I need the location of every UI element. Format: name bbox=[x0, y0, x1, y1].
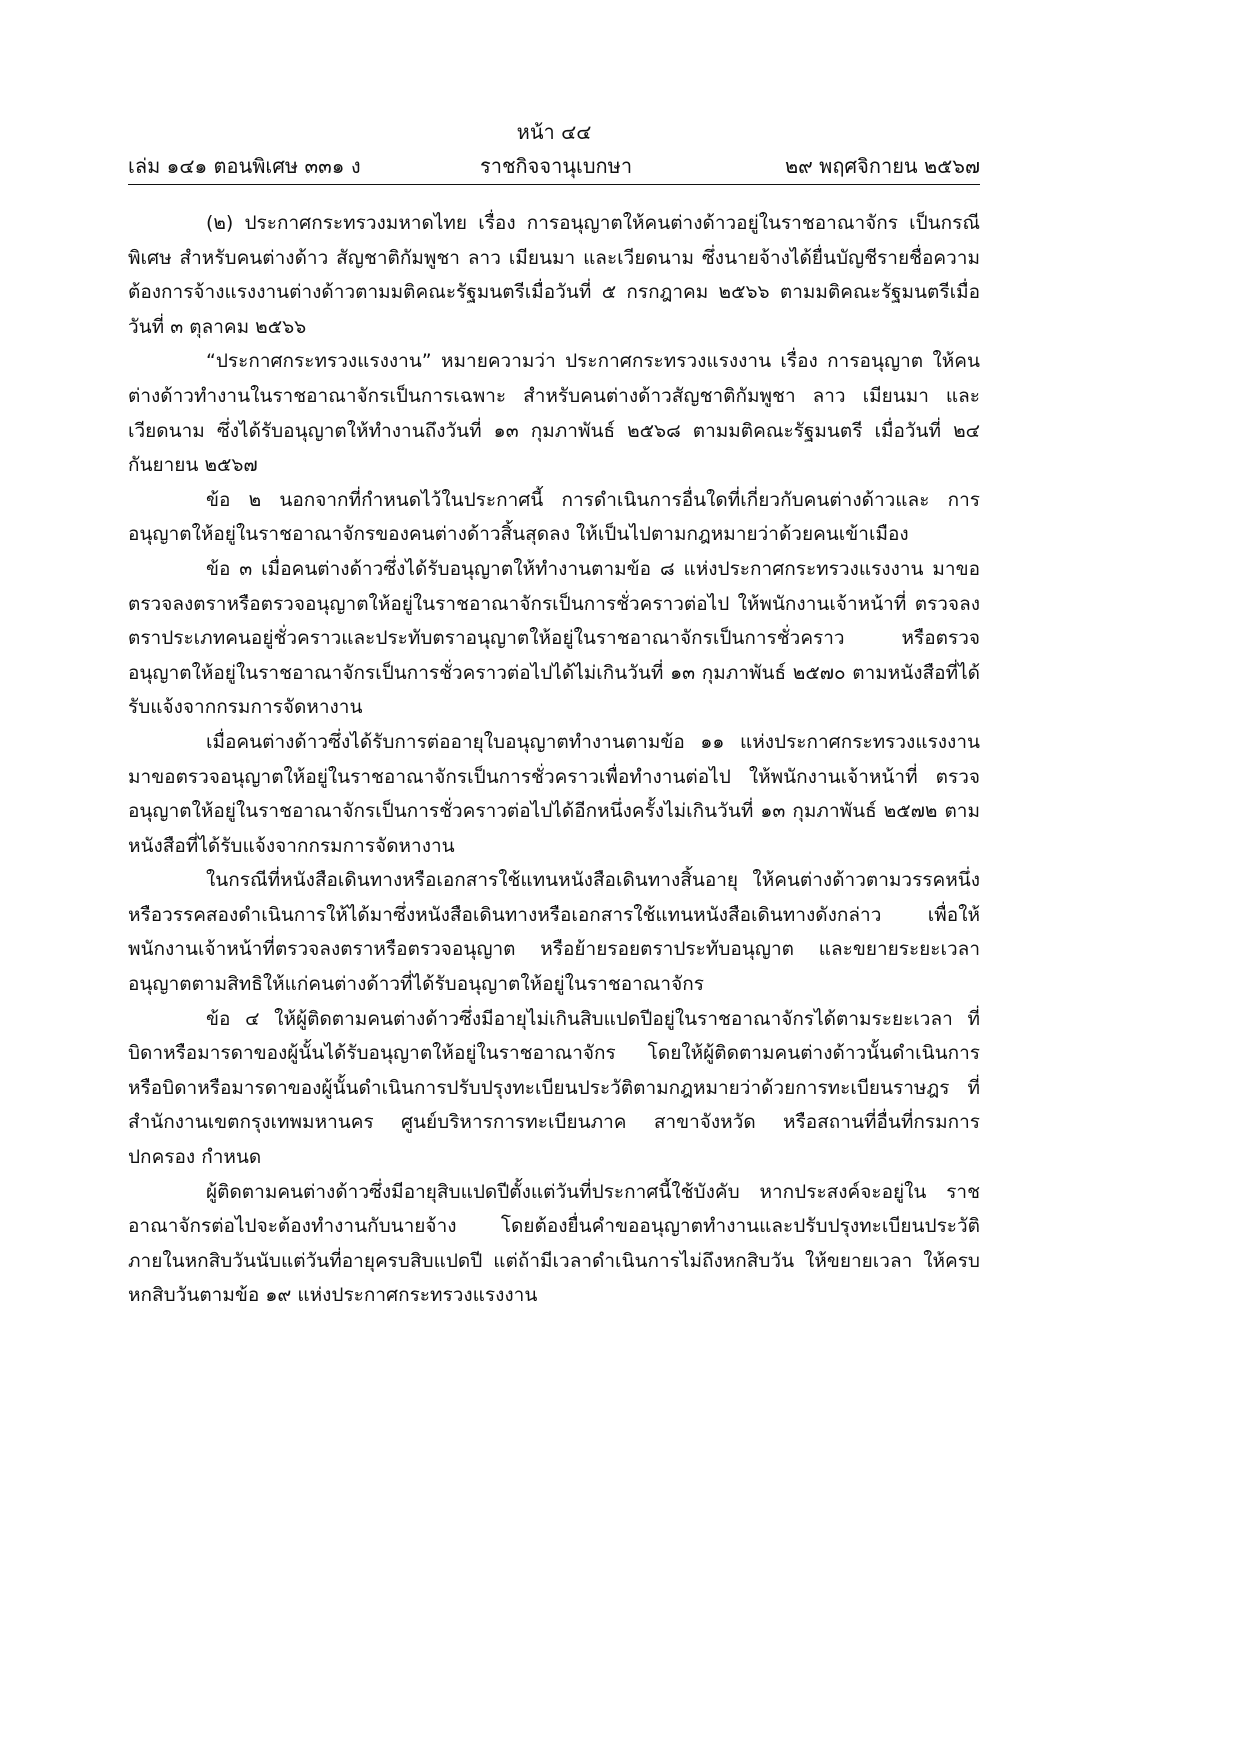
volume-issue: เล่ม ๑๔๑ ตอนพิเศษ ๓๓๑ ง bbox=[128, 154, 361, 178]
paragraph: ข้อ ๔ ให้ผู้ติดตามคนต่างด้าวซึ่งมีอายุไม่เกินสิบแปดปีอยู่ในราชอาณาจักรได้ตามระยะเวลา ที่บิดาหรือมารดาของผู้นั้นได้รับอนุญาตให้อยู่ในราชอาณาจักร โดยให้ผู้ติดตามคนต่างด้าวนั้นดำเนินการ หรือบิดาหรือมารดาของผู้นั้นดำเนินการปรับปรุงทะเบียนประวัติตามกฎหมายว่าด้วยการทะเบียนราษฎร ที่สำนักงานเขตกรุงเทพมหานคร ศูนย์บริหารการทะเบียนภาค สาขาจังหวัด หรือสถานที่อื่นที่กรมการปกครอง กำหนด bbox=[128, 1007, 980, 1169]
paragraph: เมื่อคนต่างด้าวซึ่งได้รับการต่ออายุใบอนุญาตทำงานตามข้อ ๑๑ แห่งประกาศกระทรวงแรงงาน มาขอตรวจอนุญาตให้อยู่ในราชอาณาจักรเป็นการชั่วคราวเพื่อทำงานต่อไป ให้พนักงานเจ้าหน้าที่ ตรวจอนุญาตให้อยู่ในราชอาณาจักรเป็นการชั่วคราวต่อไปได้อีกหนึ่งครั้งไม่เกินวันที่ ๑๓ กุมภาพันธ์ ๒๕๗๒ ตามหนังสือที่ได้รับแจ้งจากกรมการจัดหางาน bbox=[128, 730, 980, 857]
publication-name: ราชกิจจานุเบกษา bbox=[480, 154, 633, 178]
page-number: หน้า ๔๔ bbox=[516, 120, 592, 144]
paragraph: “ประกาศกระทรวงแรงงาน” หมายความว่า ประกาศกระทรวงแรงงาน เรื่อง การอนุญาต ให้คนต่างด้าวทำงานในราชอาณาจักรเป็นการเฉพาะ สำหรับคนต่างด้าวสัญชาติกัมพูชา ลาว เมียนมา และเวียดนาม ซึ่งได้รับอนุญาตให้ทำงานถึงวันที่ ๑๓ กุมภาพันธ์ ๒๕๖๘ ตามมติคณะรัฐมนตรี เมื่อวันที่ ๒๔ กันยายน ๒๕๖๗ bbox=[128, 350, 980, 477]
header-divider bbox=[128, 184, 980, 185]
paragraph: ข้อ ๒ นอกจากที่กำหนดไว้ในประกาศนี้ การดำเนินการอื่นใดที่เกี่ยวกับคนต่างด้าวและ การอนุญาตให้อยู่ในราชอาณาจักรของคนต่างด้าวสิ้นสุดลง ให้เป็นไปตามกฎหมายว่าด้วยคนเข้าเมือง bbox=[128, 488, 980, 546]
paragraph: ข้อ ๓ เมื่อคนต่างด้าวซึ่งได้รับอนุญาตให้ทำงานตามข้อ ๘ แห่งประกาศกระทรวงแรงงาน มาขอตรวจลงตราหรือตรวจอนุญาตให้อยู่ในราชอาณาจักรเป็นการชั่วคราวต่อไป ให้พนักงานเจ้าหน้าที่ ตรวจลงตราประเภทคนอยู่ชั่วคราวและประทับตราอนุญาตให้อยู่ในราชอาณาจักรเป็นการชั่วคราว หรือตรวจอนุญาตให้อยู่ในราชอาณาจักรเป็นการชั่วคราวต่อไปได้ไม่เกินวันที่ ๑๓ กุมภาพันธ์ ๒๕๗๐ ตามหนังสือที่ได้รับแจ้งจากกรมการจัดหางาน bbox=[128, 557, 980, 719]
paragraph: (๒) ประกาศกระทรวงมหาดไทย เรื่อง การอนุญาตให้คนต่างด้าวอยู่ในราชอาณาจักร เป็นกรณีพิเศษ สำหรับคนต่างด้าว สัญชาติกัมพูชา ลาว เมียนมา และเวียดนาม ซึ่งนายจ้างได้ยื่นบัญชีรายชื่อความต้องการจ้างแรงงานต่างด้าวตามมติคณะรัฐมนตรีเมื่อวันที่ ๕ กรกฎาคม ๒๕๖๖ ตามมติคณะรัฐมนตรีเมื่อวันที่ ๓ ตุลาคม ๒๕๖๖ bbox=[128, 212, 980, 338]
running-header bbox=[128, 152, 980, 184]
document-body bbox=[128, 206, 980, 1313]
paragraph: ผู้ติดตามคนต่างด้าวซึ่งมีอายุสิบแปดปีตั้งแต่วันที่ประกาศนี้ใช้บังคับ หากประสงค์จะอยู่ใน ราชอาณาจักรต่อไปจะต้องทำงานกับนายจ้าง โดยต้องยื่นคำขออนุญาตทำงานและปรับปรุงทะเบียนประวัติ ภายในหกสิบวันนับแต่วันที่อายุครบสิบแปดปี แต่ถ้ามีเวลาดำเนินการไม่ถึงหกสิบวัน ให้ขยายเวลา ให้ครบหกสิบวันตามข้อ ๑๙ แห่งประกาศกระทรวงแรงงาน bbox=[128, 1180, 980, 1307]
publication-date: ๒๙ พฤศจิกายน ๒๕๖๗ bbox=[784, 154, 980, 178]
paragraph: ในกรณีที่หนังสือเดินทางหรือเอกสารใช้แทนหนังสือเดินทางสิ้นอายุ ให้คนต่างด้าวตามวรรคหนึ่ง หรือวรรคสองดำเนินการให้ได้มาซึ่งหนังสือเดินทางหรือเอกสารใช้แทนหนังสือเดินทางดังกล่าว เพื่อให้ พนักงานเจ้าหน้าที่ตรวจลงตราหรือตรวจอนุญาต หรือย้ายรอยตราประทับอนุญาต และขยายระยะเวลา อนุญาตตามสิทธิให้แก่คนต่างด้าวที่ได้รับอนุญาตให้อยู่ในราชอาณาจักร bbox=[128, 869, 980, 996]
